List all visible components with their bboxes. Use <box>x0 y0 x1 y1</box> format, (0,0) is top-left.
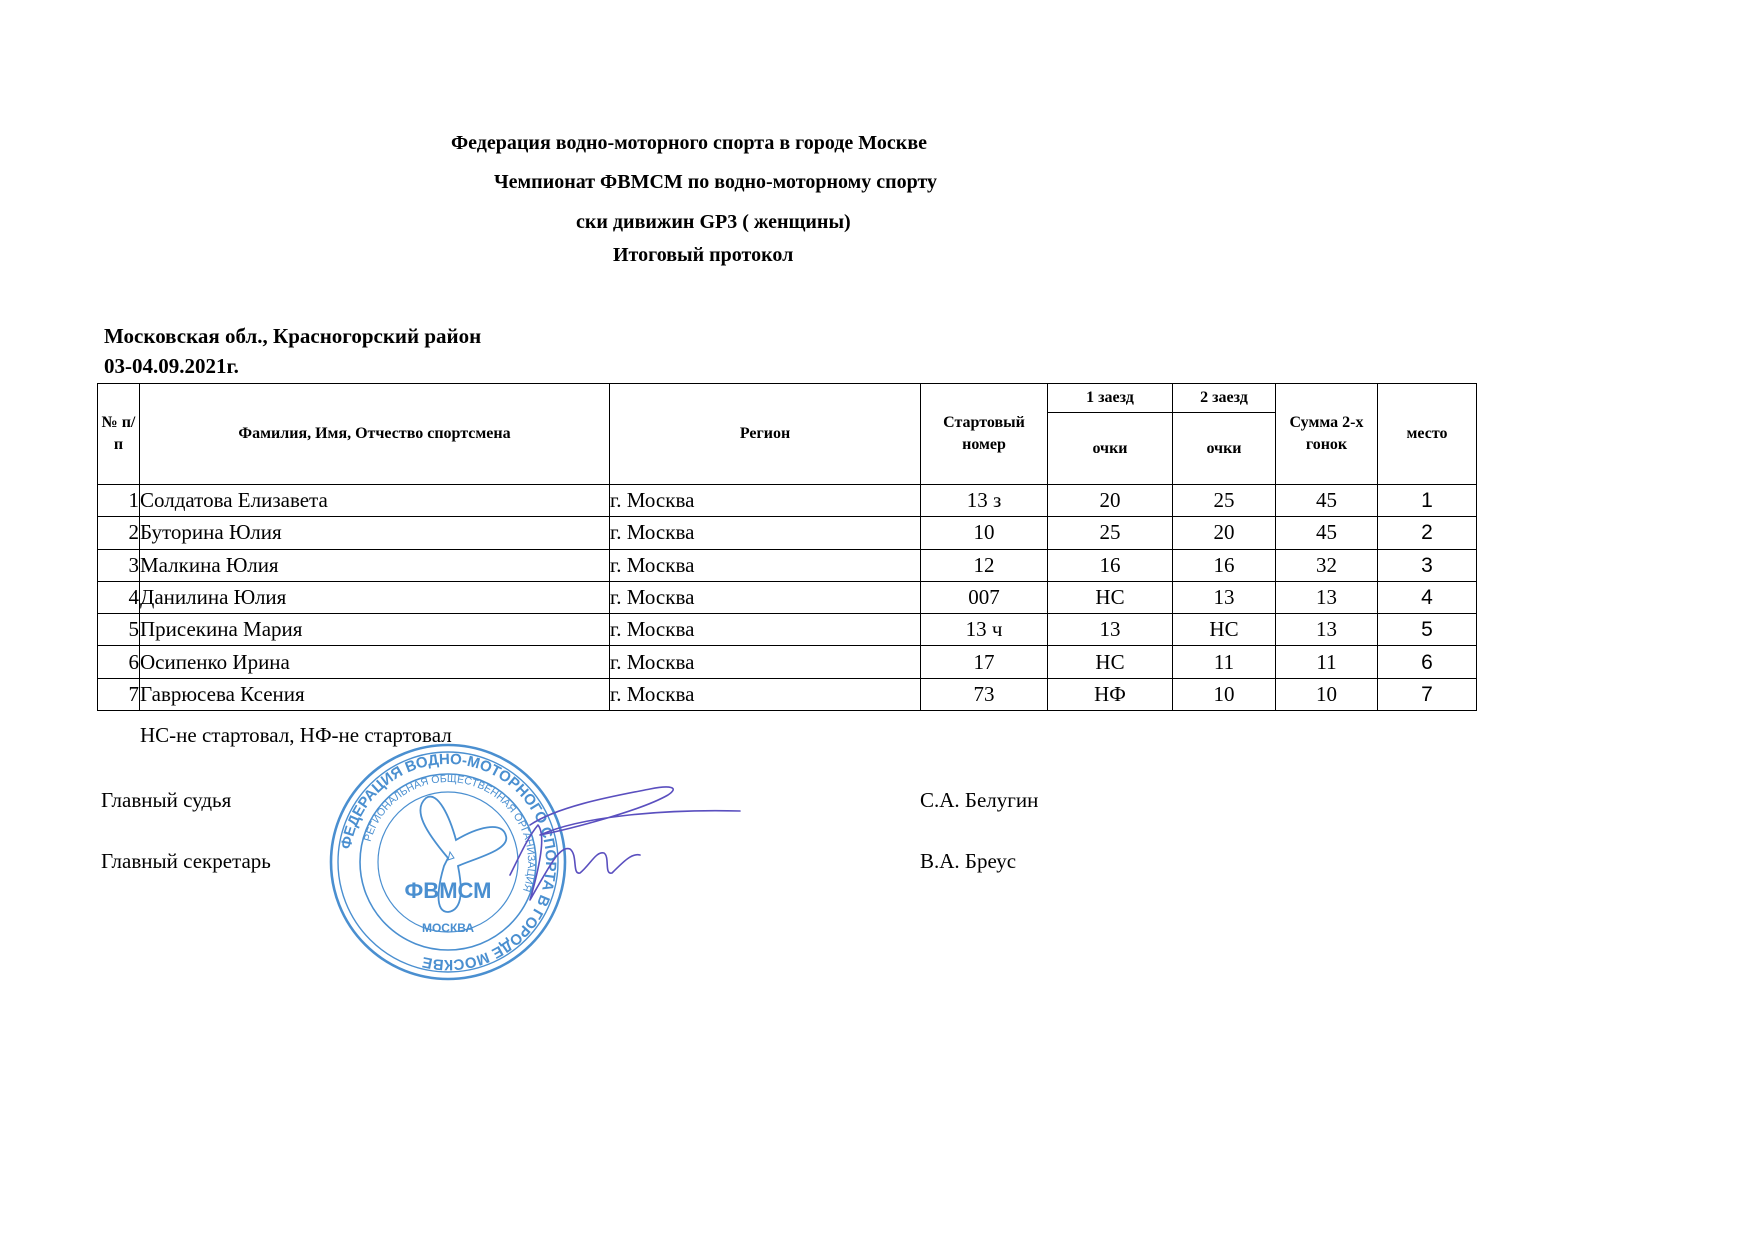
cell-race-1-points: 16 <box>1048 549 1173 581</box>
cell-race-2-points: 20 <box>1173 517 1276 549</box>
cell-region: г. Москва <box>610 614 921 646</box>
secretary-name: В.А. Бреус <box>920 849 1017 873</box>
col-header-points-2: очки <box>1173 413 1276 485</box>
cell-race-1-points: 20 <box>1048 485 1173 517</box>
cell-region: г. Москва <box>610 646 921 678</box>
cell-region: г. Москва <box>610 549 921 581</box>
cell-race-2-points: 11 <box>1173 646 1276 678</box>
stamp-center-text: ФВМСМ <box>404 878 492 903</box>
cell-region: г. Москва <box>610 485 921 517</box>
cell-race-1-points: 25 <box>1048 517 1173 549</box>
location: Московская обл., Красногорский район <box>104 324 482 348</box>
cell-sum: 32 <box>1276 549 1378 581</box>
col-header-region: Регион <box>610 384 921 485</box>
table-row <box>98 549 1477 581</box>
cell-race-2-points: НС <box>1173 614 1276 646</box>
cell-race-2-points: 10 <box>1173 678 1276 710</box>
cell-race-2-points: 25 <box>1173 485 1276 517</box>
cell-start-number: 13 з <box>921 485 1048 517</box>
cell-name: Осипенко Ирина <box>140 646 610 678</box>
cell-name: Буторина Юлия <box>140 517 610 549</box>
cell-start-number: 17 <box>921 646 1048 678</box>
cell-name: Данилина Юлия <box>140 581 610 613</box>
cell-race-2-points: 13 <box>1173 581 1276 613</box>
judge-title: Главный судья <box>101 788 232 812</box>
cell-race-1-points: НФ <box>1048 678 1173 710</box>
signature-secretary <box>510 825 640 900</box>
cell-place: 3 <box>1378 549 1477 581</box>
championship-title: Чемпионат ФВМСМ по водно-моторному спорту <box>494 171 938 193</box>
cell-name: Солдатова Елизавета <box>140 485 610 517</box>
col-header-race-2: 2 заезд <box>1173 384 1276 413</box>
cell-race-2-points: 16 <box>1173 549 1276 581</box>
cell-place: 6 <box>1378 646 1477 678</box>
cell-num: 5 <box>98 614 140 646</box>
col-header-points-1: очки <box>1048 413 1173 485</box>
cell-race-1-points: НС <box>1048 581 1173 613</box>
col-header-start-number: Стартовый номер <box>921 384 1048 485</box>
cell-sum: 45 <box>1276 517 1378 549</box>
cell-sum: 45 <box>1276 485 1378 517</box>
stamp-inner-text: РЕГИОНАЛЬНАЯ ОБЩЕСТВЕННАЯ ОРГАНИЗАЦИЯ <box>361 772 538 894</box>
cell-sum: 10 <box>1276 678 1378 710</box>
cell-num: 7 <box>98 678 140 710</box>
cell-num: 4 <box>98 581 140 613</box>
col-header-place: место <box>1378 384 1477 485</box>
cell-place: 1 <box>1378 485 1477 517</box>
col-header-sum: Сумма 2-х гонок <box>1276 384 1378 485</box>
cell-name: Малкина Юлия <box>140 549 610 581</box>
date: 03-04.09.2021г. <box>104 354 239 378</box>
cell-region: г. Москва <box>610 678 921 710</box>
cell-place: 2 <box>1378 517 1477 549</box>
table-row <box>98 581 1477 613</box>
handwritten-signatures <box>500 765 745 915</box>
cell-place: 4 <box>1378 581 1477 613</box>
table-row <box>98 517 1477 549</box>
table-row <box>98 485 1477 517</box>
cell-num: 1 <box>98 485 140 517</box>
cell-name: Гаврюсева Ксения <box>140 678 610 710</box>
cell-num: 6 <box>98 646 140 678</box>
judge-name: С.А. Белугин <box>920 788 1039 812</box>
cell-start-number: 10 <box>921 517 1048 549</box>
stamp-outer-text: ФЕДЕРАЦИЯ ВОДНО-МОТОРНОГО СПОРТА В ГОРОДЕ МОСКВЕ <box>337 750 560 974</box>
cell-start-number: 13 ч <box>921 614 1048 646</box>
cell-start-number: 12 <box>921 549 1048 581</box>
results-table <box>97 383 1477 711</box>
table-row <box>98 678 1477 710</box>
legend-note: НС-не стартовал, НФ-не стартовал <box>140 723 452 747</box>
cell-start-number: 007 <box>921 581 1048 613</box>
class-title: ски дивижин GP3 ( женщины) <box>576 211 851 233</box>
col-header-num: № п/п <box>98 384 140 485</box>
secretary-title: Главный секретарь <box>101 849 271 873</box>
protocol-title: Итоговый протокол <box>613 244 794 266</box>
cell-name: Присекина Мария <box>140 614 610 646</box>
cell-start-number: 73 <box>921 678 1048 710</box>
cell-region: г. Москва <box>610 517 921 549</box>
signature-judge <box>530 787 740 835</box>
cell-place: 5 <box>1378 614 1477 646</box>
cell-sum: 11 <box>1276 646 1378 678</box>
star-icon <box>448 852 454 860</box>
cell-region: г. Москва <box>610 581 921 613</box>
stamp-city-text: МОСКВА <box>421 921 475 935</box>
federation-title: Федерация водно-моторного спорта в городе Москве <box>451 132 927 154</box>
table-row <box>98 646 1477 678</box>
col-header-race-1: 1 заезд <box>1048 384 1173 413</box>
cell-num: 3 <box>98 549 140 581</box>
cell-sum: 13 <box>1276 614 1378 646</box>
cell-num: 2 <box>98 517 140 549</box>
col-header-name: Фамилия, Имя, Отчество спортсмена <box>140 384 610 485</box>
cell-place: 7 <box>1378 678 1477 710</box>
cell-race-1-points: НС <box>1048 646 1173 678</box>
cell-race-1-points: 13 <box>1048 614 1173 646</box>
cell-sum: 13 <box>1276 581 1378 613</box>
table-row <box>98 614 1477 646</box>
stamp-ring-4 <box>378 792 518 932</box>
